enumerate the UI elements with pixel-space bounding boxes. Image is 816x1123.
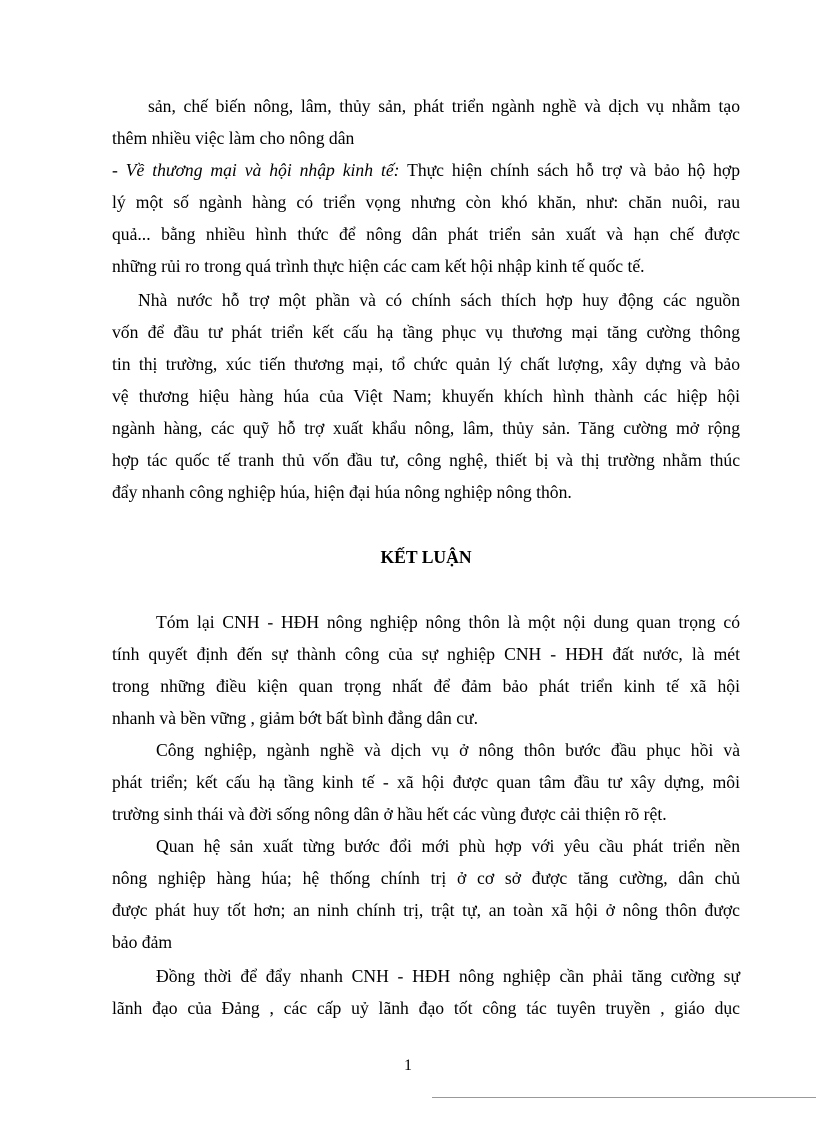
paragraph-line: phát triển; kết cấu hạ tầng kinh tế - xã hội được quan tâm đầu tư xây dựng, môi <box>112 772 740 792</box>
paragraph-line: nhanh và bền vững , giảm bớt bất bình đẳng dân cư. <box>112 708 478 728</box>
paragraph-line: trong những điều kiện quan trọng nhất để đảm bảo phát triển kinh tế xã hội <box>112 676 740 696</box>
footer-rule <box>432 1097 816 1098</box>
paragraph-line: sản, chế biến nông, lâm, thủy sản, phát triển ngành nghề và dịch vụ nhằm tạo <box>148 96 740 116</box>
paragraph-line: Tóm lại CNH - HĐH nông nghiệp nông thôn là một nội dung quan trọng có <box>156 612 740 632</box>
paragraph-line: tin thị trường, xúc tiến thương mại, tổ chức quản lý chất lượng, xây dựng và bảo <box>112 354 740 374</box>
paragraph-line: ngành hàng, các quỹ hỗ trợ xuất khẩu nông, lâm, thủy sản. Tăng cường mở rộng <box>112 418 740 438</box>
paragraph-line: những rủi ro trong quá trình thực hiện các cam kết hội nhập kinh tế quốc tế. <box>112 256 645 276</box>
paragraph-line: hợp tác quốc tế tranh thủ vốn đầu tư, công nghệ, thiết bị và thị trường nhằm thúc <box>112 450 740 470</box>
paragraph-line: trường sinh thái và đời sống nông dân ở hầu hết các vùng được cải thiện rõ rệt. <box>112 804 667 824</box>
paragraph-line: đẩy nhanh công nghiệp húa, hiện đại húa nông nghiệp nông thôn. <box>112 482 572 502</box>
paragraph-line: Đồng thời để đẩy nhanh CNH - HĐH nông nghiệp cần phải tăng cường sự <box>156 966 740 986</box>
paragraph-line: tính quyết định đến sự thành công của sự nghiệp CNH - HĐH đất nước, là mét <box>112 644 740 664</box>
paragraph-line <box>112 154 740 186</box>
paragraph-line: lãnh đạo của Đảng , các cấp uỷ lãnh đạo tốt công tác tuyên truyền , giáo dục <box>112 998 740 1018</box>
paragraph-line: vốn để đầu tư phát triển kết cấu hạ tầng phục vụ thương mại tăng cường thông <box>112 322 740 342</box>
paragraph-line: Công nghiệp, ngành nghề và dịch vụ ở nông thôn bước đầu phục hồi và <box>156 740 740 760</box>
paragraph-line: Quan hệ sản xuất từng bước đổi mới phù hợp với yêu cầu phát triển nền <box>156 836 740 856</box>
page-number: 1 <box>404 1057 412 1074</box>
paragraph-line: vệ thương hiệu hàng húa của Việt Nam; khuyến khích hình thành các hiệp hội <box>112 386 740 406</box>
paragraph-line: được phát huy tốt hơn; an ninh chính trị, trật tự, an toàn xã hội ở nông thôn được <box>112 900 740 920</box>
line-text: Thực hiện chính sách hỗ trợ và bảo hộ hợp <box>399 160 740 180</box>
section-heading: KẾT LUẬN <box>380 547 472 567</box>
paragraph-line: nông nghiệp hàng húa; hệ thống chính trị ở cơ sở được tăng cường, dân chủ <box>112 868 740 888</box>
paragraph-line: lý một số ngành hàng có triển vọng nhưng còn khó khăn, như: chăn nuôi, rau <box>112 192 740 212</box>
paragraph-line: bảo đảm <box>112 932 173 952</box>
paragraph-line: Nhà nước hỗ trợ một phần và có chính sách thích hợp huy động các nguồn <box>138 290 740 310</box>
paragraph-line: quả... bằng nhiều hình thức để nông dân phát triển sản xuất và hạn chế được <box>112 224 740 244</box>
section-label: - Về thương mại và hội nhập kinh tế: <box>112 160 400 180</box>
paragraph-line: thêm nhiều việc làm cho nông dân <box>112 128 355 148</box>
